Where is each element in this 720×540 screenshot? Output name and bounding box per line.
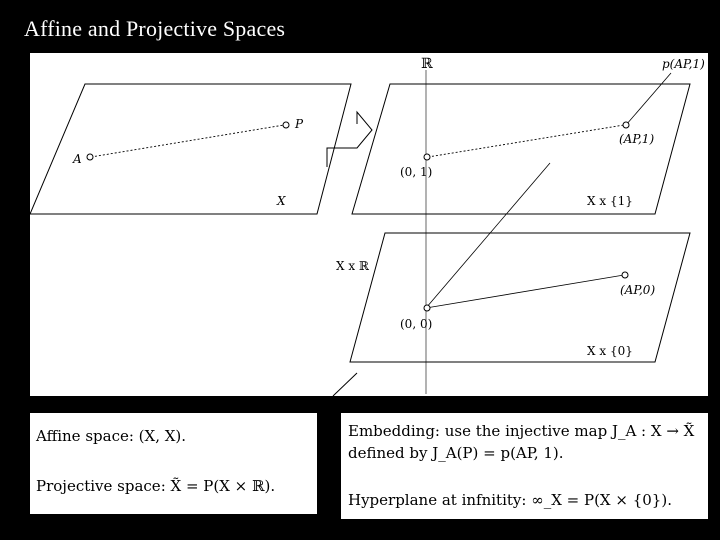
point-ap0: [622, 272, 628, 278]
embedding-definition-box: [341, 413, 708, 519]
point-origin-01: [424, 154, 430, 160]
x-times-r-label: X x ℝ: [336, 259, 369, 273]
hyperplane-text: Hyperplane at infnitity: ∞_X = P(X × {0}).: [348, 491, 672, 509]
ap1-label: (AP,1): [619, 132, 655, 146]
point-origin-00: [424, 305, 430, 311]
point-p: [283, 122, 289, 128]
affine-definition-box: [30, 413, 317, 514]
embedding-arrow: [327, 112, 372, 167]
plane-x1: [352, 84, 690, 214]
point-a: [87, 154, 93, 160]
defined-by-text: defined by J_A(P) = p(AP, 1).: [348, 444, 564, 462]
vector-ap-1: [428, 125, 624, 157]
projective-diagram: [30, 53, 708, 396]
line-ap1-to-p: [626, 73, 671, 125]
origin-01-label: (0, 1): [400, 165, 433, 179]
a-label: A: [73, 152, 82, 166]
ap0-label: (AP,0): [620, 283, 656, 297]
line-origin-to-ap1: [426, 163, 550, 308]
origin-00-label: (0, 0): [400, 317, 433, 331]
plane-x0: [350, 233, 690, 362]
projective-space-text: Projective space: X̃ = P(X × ℝ).: [36, 477, 276, 495]
point-ap1: [623, 122, 629, 128]
embedding-text: Embedding: use the injective map J_A : X → X̃: [348, 422, 695, 440]
slide-title: Affine and Projective Spaces: [24, 16, 286, 41]
vector-ap: [91, 125, 284, 157]
x-times-1-label: X x {1}: [587, 194, 633, 208]
r-axis-label: ℝ: [421, 56, 433, 72]
plane-edge-fragment: [333, 373, 357, 396]
plane-x: [30, 84, 351, 214]
p-label: P: [295, 117, 304, 131]
x-times-0-label: X x {0}: [587, 344, 633, 358]
p-ap1-label: p(AP,1): [662, 57, 705, 71]
x-label: X: [277, 194, 286, 208]
line-origin-to-ap0: [426, 275, 624, 308]
affine-space-text: Affine space: (X, X).: [36, 427, 187, 445]
